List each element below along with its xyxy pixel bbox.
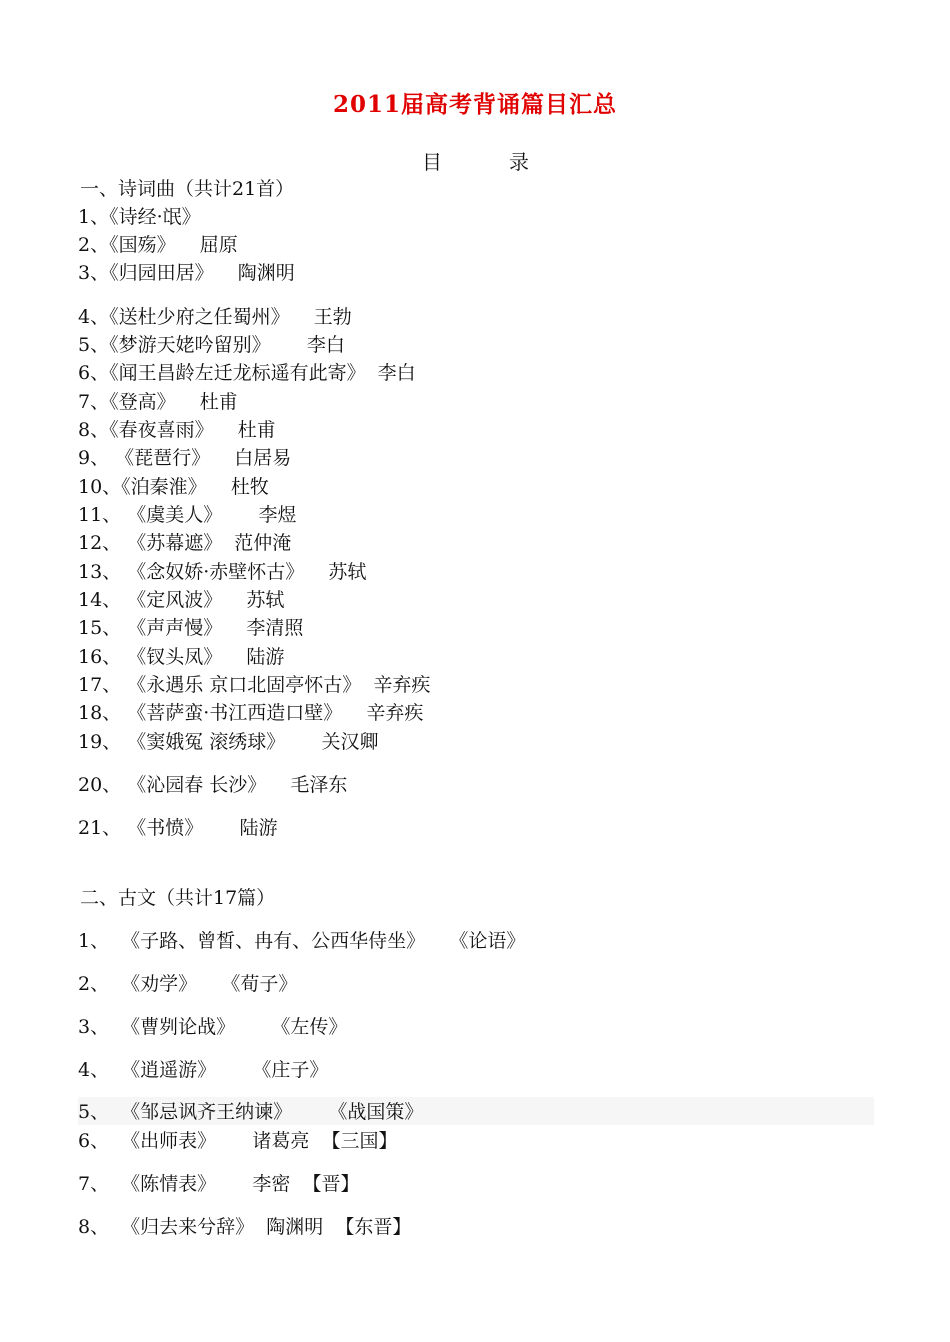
list-item: 16、 《钗头凤》 陆游 [78,646,285,668]
list-item: 4、《送杜少府之任蜀州》 王勃 [78,306,352,328]
document-title: 2011届高考背诵篇目汇总 [332,91,617,118]
list-item: 10、《泊秦淮》 杜牧 [78,476,269,498]
list-item: 12、 《苏幕遮》 范仲淹 [78,532,292,554]
list-item: 3、《归园田居》 陶渊明 [78,262,295,284]
list-item: 3、 《曹刿论战》 《左传》 [78,1016,348,1038]
list-item: 6、《闻王昌龄左迁龙标遥有此寄》 李白 [78,362,416,384]
list-item: 17、 《永遇乐 京口北固亭怀古》 辛弃疾 [78,674,431,696]
list-item: 18、 《菩萨蛮·书江西造口壁》 辛弃疾 [78,702,424,724]
list-item: 14、 《定风波》 苏轼 [78,589,285,611]
section-poems-heading: 一、诗词曲（共计21首） [80,178,295,200]
list-item: 11、 《虞美人》 李煜 [78,504,297,526]
list-item: 20、 《沁园春 长沙》 毛泽东 [78,774,348,796]
list-item: 2、《国殇》 屈原 [78,234,238,256]
section-prose-heading: 二、古文（共计17篇） [80,887,276,909]
list-item: 7、 《陈情表》 李密 【晋】 [78,1173,360,1195]
list-item: 19、 《窦娥冤 滚绣球》 关汉卿 [78,731,379,753]
toc-heading-left: 目 [422,150,442,174]
list-item: 15、 《声声慢》 李清照 [78,617,304,639]
list-item: 5、 《邹忌讽齐王纳谏》 《战国策》 [78,1101,424,1123]
list-item: 4、 《逍遥游》 《庄子》 [78,1059,329,1081]
list-item: 1、 《子路、曾皙、冉有、公西华侍坐》 《论语》 [78,930,526,952]
list-item: 13、 《念奴娇·赤壁怀古》 苏轼 [78,561,367,583]
list-item: 9、 《琵琶行》 白居易 [78,447,292,469]
list-item: 6、 《出师表》 诸葛亮 【三国】 [78,1130,398,1152]
list-item: 5、《梦游天姥吟留别》 李白 [78,334,345,356]
list-item: 1、《诗经·氓》 [78,206,201,228]
list-item: 8、《春夜喜雨》 杜甫 [78,419,276,441]
toc-heading-right: 录 [509,150,529,174]
list-item: 8、 《归去来兮辞》 陶渊明 【东晋】 [78,1216,412,1238]
list-item: 21、 《书愤》 陆游 [78,817,278,839]
list-item: 7、《登高》 杜甫 [78,391,238,413]
list-item: 2、 《劝学》 《荀子》 [78,973,298,995]
